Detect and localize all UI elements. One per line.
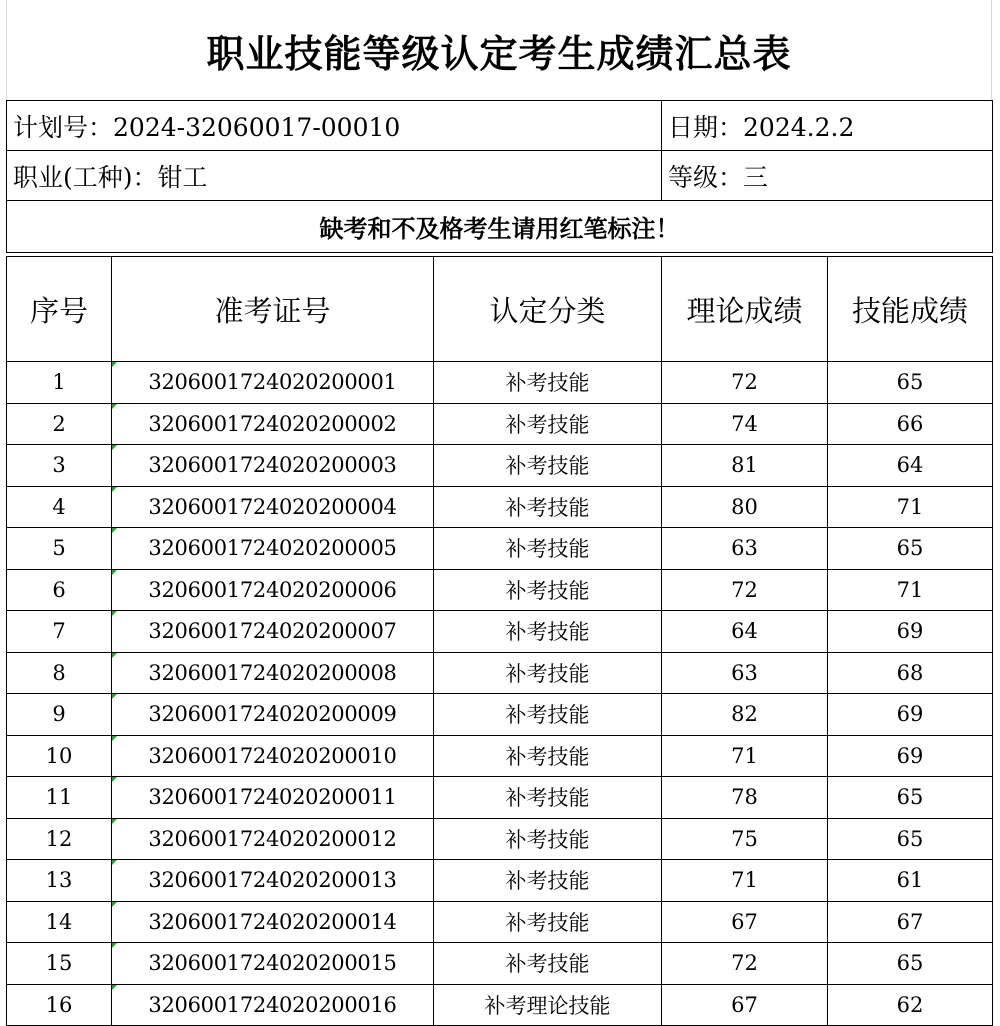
- sheet-title: 职业技能等级认定考生成绩汇总表: [6, 0, 992, 100]
- occupation-label: 职业(工种)：: [13, 162, 158, 192]
- cell-skill-score: 68: [828, 652, 993, 694]
- header-seq: 序号: [7, 257, 112, 362]
- table-row: [7, 611, 993, 653]
- table-row: [7, 694, 993, 736]
- cell-theory-score: 74: [662, 403, 828, 445]
- table-row: [7, 901, 993, 943]
- cell-theory-score: 78: [662, 777, 828, 819]
- cell-category: 补考技能: [434, 652, 662, 694]
- cell-ticket-no: 3206001724020200012: [112, 818, 434, 860]
- plan-label: 计划号：: [13, 112, 114, 142]
- score-sheet: [6, 0, 992, 1018]
- cell-seq: 16: [7, 984, 112, 1026]
- cell-ticket-no: 3206001724020200011: [112, 777, 434, 819]
- cell-theory-score: 72: [662, 943, 828, 985]
- cell-skill-score: 65: [828, 362, 993, 404]
- cell-category: 补考技能: [434, 611, 662, 653]
- cell-category: 补考技能: [434, 735, 662, 777]
- level-label: 等级：: [668, 162, 744, 192]
- cell-theory-score: 71: [662, 860, 828, 902]
- table-row: [7, 445, 993, 487]
- header-category: 认定分类: [434, 257, 662, 362]
- cell-theory-score: 67: [662, 901, 828, 943]
- cell-category: 补考技能: [434, 403, 662, 445]
- info-table: [6, 100, 993, 253]
- cell-category: 补考技能: [434, 362, 662, 404]
- cell-theory-score: 64: [662, 611, 828, 653]
- cell-theory-score: 63: [662, 528, 828, 570]
- table-row: [7, 528, 993, 570]
- cell-category: 补考技能: [434, 528, 662, 570]
- notice-text: 缺考和不及格考生请用红笔标注！: [7, 201, 993, 253]
- cell-seq: 2: [7, 403, 112, 445]
- header-theory-score: 理论成绩: [662, 257, 828, 362]
- cell-seq: 4: [7, 486, 112, 528]
- cell-skill-score: 65: [828, 777, 993, 819]
- header-skill-score: 技能成绩: [828, 257, 993, 362]
- plan-number: 2024-32060017-00010: [113, 112, 401, 142]
- table-body: [7, 362, 993, 1026]
- table-row: [7, 362, 993, 404]
- cell-category: 补考技能: [434, 486, 662, 528]
- cell-theory-score: 72: [662, 569, 828, 611]
- table-row: [7, 652, 993, 694]
- occupation-cell: [7, 151, 662, 201]
- cell-theory-score: 81: [662, 445, 828, 487]
- cell-skill-score: 69: [828, 694, 993, 736]
- cell-seq: 10: [7, 735, 112, 777]
- cell-ticket-no: 3206001724020200016: [112, 984, 434, 1026]
- cell-theory-score: 82: [662, 694, 828, 736]
- cell-ticket-no: 3206001724020200003: [112, 445, 434, 487]
- cell-seq: 3: [7, 445, 112, 487]
- cell-skill-score: 71: [828, 569, 993, 611]
- table-row: [7, 486, 993, 528]
- cell-theory-score: 63: [662, 652, 828, 694]
- cell-seq: 9: [7, 694, 112, 736]
- cell-theory-score: 72: [662, 362, 828, 404]
- cell-seq: 12: [7, 818, 112, 860]
- cell-category: 补考技能: [434, 777, 662, 819]
- cell-ticket-no: 3206001724020200002: [112, 403, 434, 445]
- cell-category: 补考技能: [434, 901, 662, 943]
- cell-seq: 11: [7, 777, 112, 819]
- cell-category: 补考技能: [434, 569, 662, 611]
- cell-seq: 8: [7, 652, 112, 694]
- score-table: [6, 256, 993, 1026]
- cell-theory-score: 71: [662, 735, 828, 777]
- cell-ticket-no: 3206001724020200005: [112, 528, 434, 570]
- cell-skill-score: 62: [828, 984, 993, 1026]
- cell-ticket-no: 3206001724020200013: [112, 860, 434, 902]
- cell-category: 补考技能: [434, 860, 662, 902]
- cell-seq: 15: [7, 943, 112, 985]
- cell-skill-score: 61: [828, 860, 993, 902]
- cell-ticket-no: 3206001724020200006: [112, 569, 434, 611]
- date-value: 2024.2.2: [743, 112, 855, 142]
- occupation-value: 钳工: [157, 162, 208, 192]
- cell-theory-score: 75: [662, 818, 828, 860]
- cell-category: 补考技能: [434, 694, 662, 736]
- cell-skill-score: 66: [828, 403, 993, 445]
- cell-ticket-no: 3206001724020200001: [112, 362, 434, 404]
- date-cell: [662, 101, 993, 151]
- header-ticket-no: 准考证号: [112, 257, 434, 362]
- cell-category: 补考技能: [434, 818, 662, 860]
- cell-skill-score: 69: [828, 735, 993, 777]
- cell-category: 补考技能: [434, 943, 662, 985]
- cell-skill-score: 65: [828, 818, 993, 860]
- table-row: [7, 569, 993, 611]
- cell-category: 补考技能: [434, 445, 662, 487]
- table-row: [7, 943, 993, 985]
- cell-seq: 14: [7, 901, 112, 943]
- date-label: 日期：: [668, 112, 744, 142]
- cell-skill-score: 69: [828, 611, 993, 653]
- level-cell: [662, 151, 993, 201]
- cell-ticket-no: 3206001724020200004: [112, 486, 434, 528]
- plan-cell: [7, 101, 662, 151]
- cell-skill-score: 67: [828, 901, 993, 943]
- table-row: [7, 860, 993, 902]
- cell-skill-score: 64: [828, 445, 993, 487]
- cell-ticket-no: 3206001724020200010: [112, 735, 434, 777]
- cell-ticket-no: 3206001724020200008: [112, 652, 434, 694]
- table-row: [7, 818, 993, 860]
- table-row: [7, 984, 993, 1026]
- cell-ticket-no: 3206001724020200015: [112, 943, 434, 985]
- cell-skill-score: 65: [828, 943, 993, 985]
- cell-skill-score: 65: [828, 528, 993, 570]
- cell-theory-score: 80: [662, 486, 828, 528]
- table-row: [7, 735, 993, 777]
- cell-category: 补考理论技能: [434, 984, 662, 1026]
- cell-seq: 6: [7, 569, 112, 611]
- cell-theory-score: 67: [662, 984, 828, 1026]
- cell-seq: 7: [7, 611, 112, 653]
- cell-seq: 13: [7, 860, 112, 902]
- table-row: [7, 403, 993, 445]
- cell-ticket-no: 3206001724020200014: [112, 901, 434, 943]
- table-row: [7, 777, 993, 819]
- level-value: 三: [743, 162, 769, 192]
- cell-skill-score: 71: [828, 486, 993, 528]
- cell-ticket-no: 3206001724020200007: [112, 611, 434, 653]
- table-header-row: [7, 257, 993, 362]
- cell-seq: 5: [7, 528, 112, 570]
- cell-seq: 1: [7, 362, 112, 404]
- cell-ticket-no: 3206001724020200009: [112, 694, 434, 736]
